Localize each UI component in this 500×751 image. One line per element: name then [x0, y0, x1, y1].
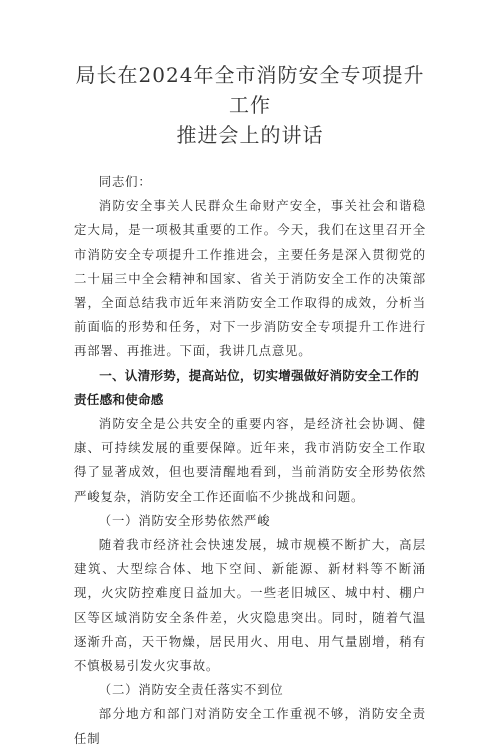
- title-line-2: 推进会上的讲话: [176, 123, 324, 147]
- subsection-1-heading: （一）消防安全形势依然严峻: [98, 512, 271, 528]
- title-line-1: 局长在2024年全市消防安全专项提升工作: [75, 63, 425, 117]
- section-1-intro: 消防安全是公共安全的重要内容，是经济社会协调、健康、可持续发展的重要保障。近年来，我市消防安全工作取得了显著成效，但也要清醒地看到，当前消防安全形势依然严峻复杂，消防安全工作还面临不少挑战和问题。: [74, 416, 426, 504]
- subsection-2-text: 部分地方和部门对消防安全工作重视不够，消防安全责任制: [74, 706, 426, 746]
- subsection-1-text: 随着我市经济社会快速发展，城市规模不断扩大，高层建筑、大型综合体、地下空间、新能源、新材料等不断涌现，火灾防控难度日益加大。一些老旧城区、城中村、棚户区等区域消防安全条件差，火灾隐患突出。同时，随着气温逐渐升高，天干物燥，居民用火、用电、用气量剧增，稍有不慎极易引发火灾事故。: [74, 537, 426, 674]
- section-1-heading: 一、认清形势，提高站位，切实增强做好消防安全工作的责任感和使命感: [74, 367, 420, 407]
- salutation: 同志们：: [98, 174, 152, 189]
- document-title: [74, 60, 426, 150]
- opening-paragraph: 消防安全事关人民群众生命财产安全，事关社会和谐稳定大局，是一项极其重要的工作。今天，我们在这里召开全市消防安全专项提升工作推进会，主要任务是深入贯彻党的二十届三中全会精神和国家、省关于消防安全工作的决策部署，全面总结我市近年来消防安全工作取得的成效，分析当前面临的形势和任务，对下一步消防安全专项提升工作进行再部署、再推进。下面，我讲几点意见。: [74, 198, 426, 359]
- subsection-2-heading: （二）消防安全责任落实不到位: [98, 682, 284, 698]
